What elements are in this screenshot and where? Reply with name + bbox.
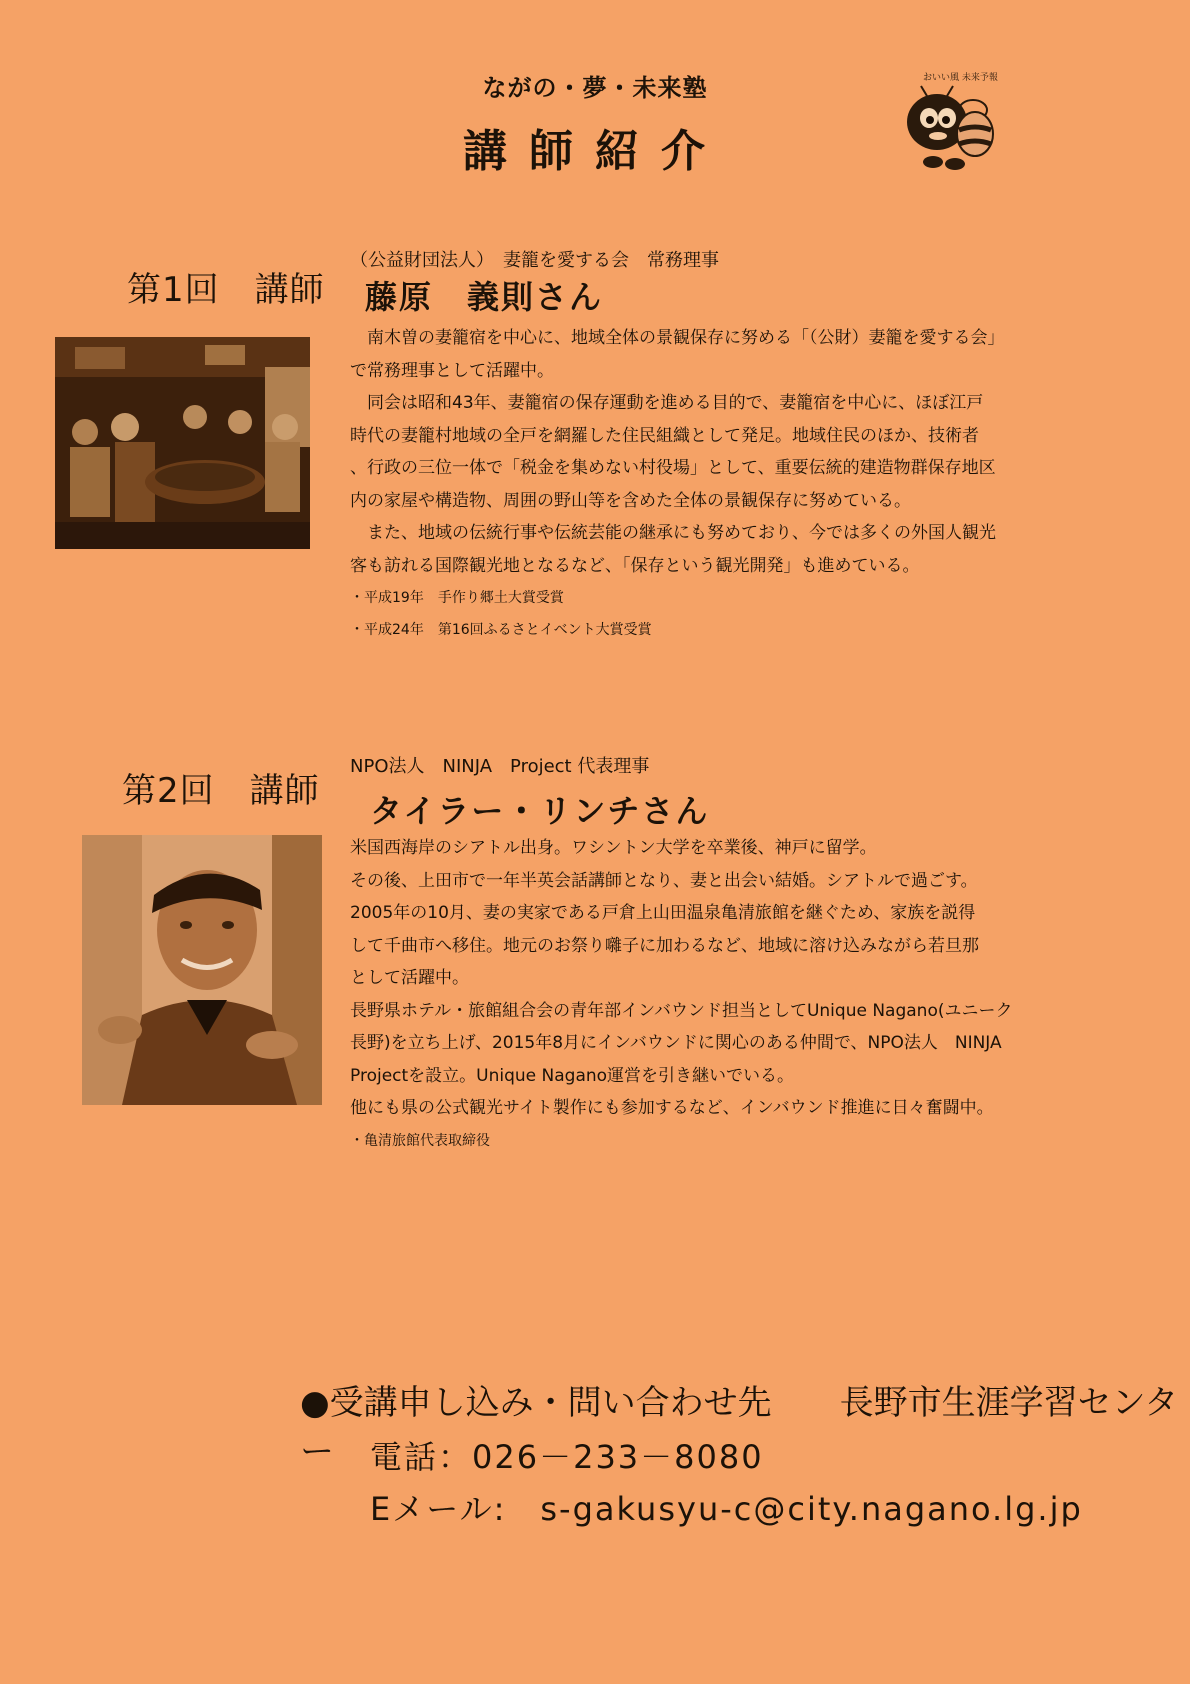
award-item: ・亀清旅館代表取締役 xyxy=(350,1132,490,1149)
bio-line: 米国西海岸のシアトル出身。ワシントン大学を卒業後、神戸に留学。 xyxy=(350,838,877,858)
bio-line: Projectを設立。Unique Nagano運営を引き継いでいる。 xyxy=(350,1065,795,1086)
bio-line: また、地域の伝統行事や伝統芸能の継承にも努めており、今では多くの外国人観光 xyxy=(367,523,996,543)
award-item: ・平成19年 手作り郷土大賞受賞 xyxy=(350,590,564,606)
page-title: 講師紹介 xyxy=(463,126,727,177)
contact-phone: 電話：026－233－8080 xyxy=(370,1438,764,1476)
bio-line: 時代の妻籠村地域の全戸を網羅した住民組織として発足。地域住民のほか、技術者 xyxy=(350,425,979,446)
speaker-1-name: 藤原 義則さん xyxy=(365,278,604,316)
speaker-1-affiliation: （公益財団法人） 妻籠を愛する会 常務理事 xyxy=(350,250,719,271)
session-2-label: 第2回 講師 xyxy=(122,771,320,811)
award-item: ・平成24年 第16回ふるさとイベント大賞受賞 xyxy=(350,622,652,638)
bio-line: 南木曽の妻籠宿を中心に、地域全体の景観保存に努める「（公財）妻籠を愛する会」 xyxy=(367,328,1005,348)
bio-line: 、行政の三位一体で「税金を集めない村役場」として、重要伝統的建造物群保存地区 xyxy=(350,458,996,478)
bio-line: 同会は昭和43年、妻籠宿の保存運動を進める目的で、妻籠宿を中心に、ほぼ江戸 xyxy=(367,393,984,413)
speaker-1-bio xyxy=(350,322,1060,646)
speaker-2-name: タイラー・リンチさん xyxy=(370,792,710,830)
session-1-label: 第1回 講師 xyxy=(127,270,325,310)
org-name: ながの・夢・未来塾 xyxy=(482,74,708,102)
contact-heading: ●受講申し込み・問い合わせ先 長野市生涯学習センター xyxy=(300,1383,1179,1472)
bio-line: として活躍中。 xyxy=(350,968,469,988)
speaker-2-affiliation: NPO法人 NINJA Project 代表理事 xyxy=(350,756,650,777)
bee-mascot-logo xyxy=(895,60,1005,180)
bio-line: 長野)を立ち上げ、2015年8月にインバウンドに関心のある仲間で、NPO法人 NINJA xyxy=(350,1033,1002,1053)
svg-text:おいい風 未来予報: おいい風 未来予報 xyxy=(923,73,998,83)
bio-line: して千曲市へ移住。地元のお祭り囃子に加わるなど、地域に溶け込みながら若旦那 xyxy=(350,935,979,956)
bio-line: 内の家屋や構造物、周囲の野山等を含めた全体の景観保存に努めている。 xyxy=(350,490,911,511)
speaker-2-bio xyxy=(350,832,1060,1157)
bio-line: 客も訪れる国際観光地となるなど、「保存という観光開発」も進めている。 xyxy=(350,555,920,576)
bio-line: で常務理事として活躍中。 xyxy=(350,360,554,381)
speaker-1-photo xyxy=(55,337,310,549)
speaker-2-photo xyxy=(82,835,322,1105)
contact-email[interactable]: Eメール: s-gakusyu-c@city.nagano.lg.jp xyxy=(370,1490,1083,1528)
bio-line: 2005年の10月、妻の実家である戸倉上山田温泉亀清旅館を継ぐため、家族を説得 xyxy=(350,903,976,923)
bio-line: その後、上田市で一年半英会話講師となり、妻と出会い結婚。シアトルで過ごす。 xyxy=(350,870,978,891)
bio-line: 他にも県の公式観光サイト製作にも参加するなど、インバウンド推進に日々奮闘中。 xyxy=(350,1098,994,1118)
bio-line: 長野県ホテル・旅館組合会の青年部インバウンド担当としてUnique Nagano(ユニーク xyxy=(350,1000,1013,1021)
